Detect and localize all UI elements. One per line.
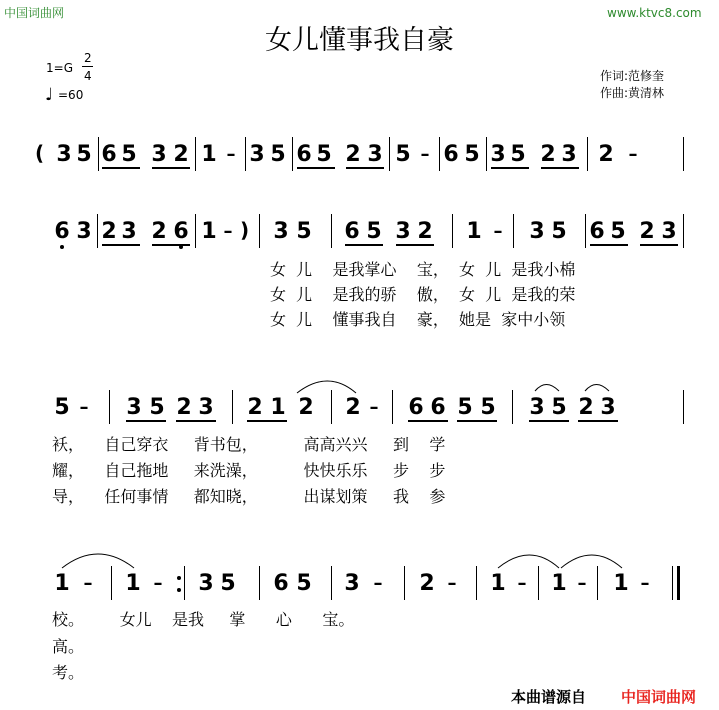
barline <box>513 214 514 248</box>
underline <box>541 167 579 169</box>
note: 5 <box>366 219 382 244</box>
source-site: 中国词曲网 <box>621 688 697 706</box>
underline <box>247 420 287 422</box>
note: 5 <box>54 395 70 420</box>
barline <box>683 390 684 424</box>
barline <box>292 137 293 171</box>
tie-arc <box>498 555 559 568</box>
note: 1 <box>201 219 217 244</box>
tie-arc <box>561 555 622 568</box>
barline <box>476 566 477 600</box>
lyric-line: 耀， 自己拖地 来洗澡， 快快乐乐 步 步 <box>52 461 446 480</box>
barline <box>597 566 598 600</box>
note: 5 <box>76 142 92 167</box>
note: 1 <box>125 571 141 596</box>
dash: – <box>83 573 93 594</box>
barline <box>331 390 332 424</box>
barline <box>195 137 196 171</box>
note: 6 <box>430 395 446 420</box>
note: 3 <box>661 219 677 244</box>
underline <box>176 420 216 422</box>
composer: 作曲:黄清林 <box>600 86 665 100</box>
barline <box>683 137 684 171</box>
note: 6 <box>173 219 189 244</box>
underline <box>126 420 166 422</box>
note: 2 <box>417 219 433 244</box>
note: 6 <box>408 395 424 420</box>
barline <box>392 390 393 424</box>
tie-arc <box>297 381 356 393</box>
note: 2 <box>176 395 192 420</box>
note: 3 <box>344 571 360 596</box>
note: 3 <box>56 142 72 167</box>
note: 5 <box>610 219 626 244</box>
note: 3 <box>198 395 214 420</box>
lyric-line: 校。 女儿 是我 掌 心 宝。 <box>52 610 355 629</box>
underline <box>102 244 140 246</box>
note: 1 <box>270 395 286 420</box>
barline <box>232 390 233 424</box>
note: 3 <box>121 219 137 244</box>
underline <box>491 167 529 169</box>
note: 6 <box>589 219 605 244</box>
lyric-line: 女 儿 是我掌心 宝， 女 儿 是我小棉 <box>270 260 576 279</box>
time-signature-line <box>82 66 93 67</box>
note: 5 <box>121 142 137 167</box>
note: 5 <box>464 142 480 167</box>
note: 2 <box>345 395 361 420</box>
note: 2 <box>173 142 189 167</box>
time-signature-bottom: 4 <box>84 69 92 83</box>
note: 3 <box>529 219 545 244</box>
note: 6 <box>344 219 360 244</box>
dash: – <box>369 397 379 418</box>
dash: – <box>373 573 383 594</box>
barline <box>587 137 588 171</box>
repeat-dot <box>177 576 181 580</box>
note: 1 <box>54 571 70 596</box>
dash: – <box>577 573 587 594</box>
barline <box>389 137 390 171</box>
note: 3 <box>395 219 411 244</box>
dash: – <box>447 573 457 594</box>
lyric-line: 导， 任何事情 都知晓， 出谋划策 我 参 <box>52 487 446 506</box>
slur-arc <box>585 385 609 392</box>
low-octave-dot <box>60 245 64 249</box>
note: 2 <box>151 219 167 244</box>
note: 3 <box>529 395 545 420</box>
barline <box>111 566 112 600</box>
lyric-line: 考。 <box>52 663 85 682</box>
underline <box>529 420 569 422</box>
dash: – <box>640 573 650 594</box>
note: 1 <box>551 571 567 596</box>
underline <box>578 420 618 422</box>
note: 2 <box>247 395 263 420</box>
underline <box>102 167 140 169</box>
note: 5 <box>510 142 526 167</box>
key-signature: 1=G <box>46 61 73 75</box>
barline <box>439 137 440 171</box>
barline <box>486 137 487 171</box>
final-barline-thick <box>677 566 680 600</box>
dash: – <box>420 144 430 165</box>
dash: – <box>493 221 503 242</box>
note: 3 <box>273 219 289 244</box>
barline <box>512 390 513 424</box>
source-label: 本曲谱源自 <box>511 688 587 706</box>
lyric-line: 袄， 自己穿衣 背书包， 高高兴兴 到 学 <box>52 435 446 454</box>
note: 5 <box>457 395 473 420</box>
note: 5 <box>551 219 567 244</box>
note: 2 <box>598 142 614 167</box>
note: 5 <box>220 571 236 596</box>
note: 3 <box>151 142 167 167</box>
note: 6 <box>296 142 312 167</box>
barline <box>245 137 246 171</box>
barline <box>683 214 684 248</box>
note: 1 <box>613 571 629 596</box>
note: 3 <box>198 571 214 596</box>
barline <box>331 214 332 248</box>
note: 1 <box>201 142 217 167</box>
note: 5 <box>316 142 332 167</box>
underline <box>152 244 190 246</box>
note: 5 <box>480 395 496 420</box>
lyric-line: 女 儿 懂事我自 豪， 她是 家中小领 <box>270 310 566 329</box>
note: 3 <box>600 395 616 420</box>
note: 3 <box>490 142 506 167</box>
close-paren: ) <box>240 218 250 242</box>
underline <box>345 244 383 246</box>
watermark-right: www.ktvc8.com <box>607 6 702 20</box>
note: 5 <box>551 395 567 420</box>
underline <box>297 167 335 169</box>
underline <box>457 420 497 422</box>
barline <box>259 566 260 600</box>
page-title: 女儿懂事我自豪 <box>265 25 454 56</box>
repeat-barline <box>184 566 185 600</box>
watermark-left: 中国词曲网 <box>4 6 65 20</box>
dash: – <box>226 144 236 165</box>
barline <box>259 214 260 248</box>
barline <box>585 214 586 248</box>
note: 6 <box>273 571 289 596</box>
note: 6 <box>443 142 459 167</box>
barline <box>98 137 99 171</box>
time-signature-top: 2 <box>84 51 92 65</box>
dash: – <box>79 397 89 418</box>
underline <box>346 167 384 169</box>
underline <box>408 420 448 422</box>
note: 5 <box>296 571 312 596</box>
dash: – <box>517 573 527 594</box>
lyric-line: 女 儿 是我的骄 傲， 女 儿 是我的荣 <box>270 285 576 304</box>
barline <box>404 566 405 600</box>
dash: – <box>153 573 163 594</box>
barline <box>538 566 539 600</box>
open-paren: ( <box>35 141 45 165</box>
lyricist: 作词:范修奎 <box>600 69 665 83</box>
underline <box>590 244 628 246</box>
lyric-line: 高。 <box>52 637 85 656</box>
note: 2 <box>419 571 435 596</box>
note: 3 <box>76 219 92 244</box>
note: 2 <box>639 219 655 244</box>
note: 2 <box>540 142 556 167</box>
barline <box>109 390 110 424</box>
note: 3 <box>249 142 265 167</box>
final-barline-thin <box>672 566 673 600</box>
repeat-dot <box>177 588 181 592</box>
underline <box>640 244 678 246</box>
note: 3 <box>126 395 142 420</box>
note: 2 <box>345 142 361 167</box>
dash: – <box>628 144 638 165</box>
note: 6 <box>54 219 70 244</box>
underline <box>152 167 190 169</box>
note: 5 <box>270 142 286 167</box>
barline <box>195 214 196 248</box>
slur-arc <box>535 385 559 392</box>
note: 1 <box>466 219 482 244</box>
note: 5 <box>296 219 312 244</box>
dash: – <box>223 221 233 242</box>
note: 6 <box>101 142 117 167</box>
tie-arc <box>62 554 134 568</box>
note: 5 <box>149 395 165 420</box>
barline <box>452 214 453 248</box>
note: 5 <box>395 142 411 167</box>
tempo-marking: =60 <box>58 88 84 102</box>
note: 2 <box>298 395 314 420</box>
barline <box>331 566 332 600</box>
note: 3 <box>367 142 383 167</box>
note: 3 <box>561 142 577 167</box>
note: 2 <box>101 219 117 244</box>
quarter-note-icon: ♩ <box>45 85 54 105</box>
note: 2 <box>578 395 594 420</box>
underline <box>396 244 434 246</box>
note: 1 <box>490 571 506 596</box>
barline <box>97 214 98 248</box>
